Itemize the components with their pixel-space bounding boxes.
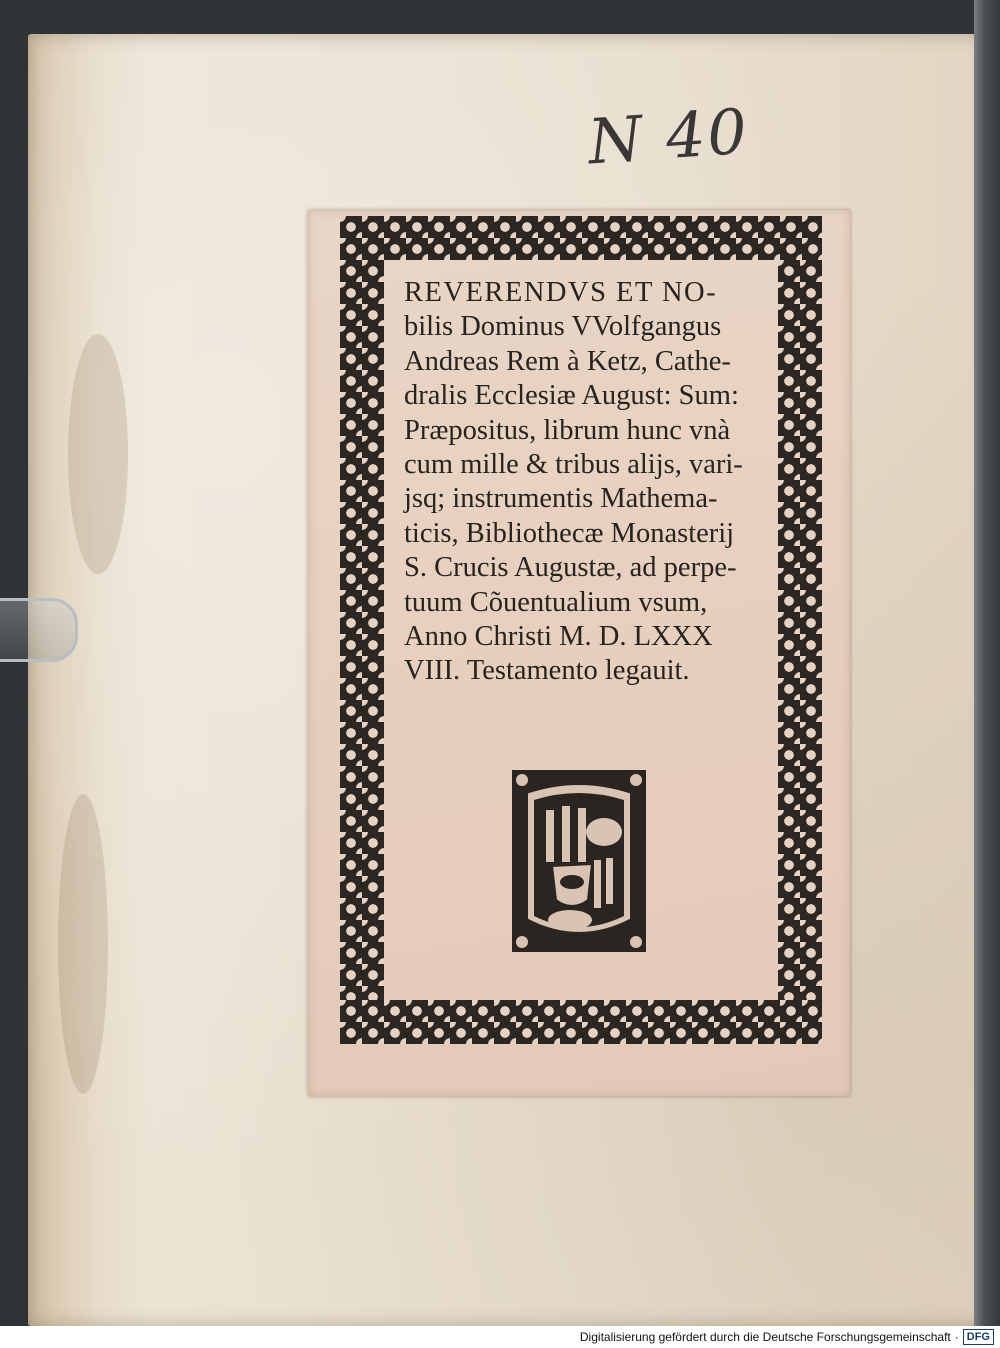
page-stain bbox=[58, 794, 108, 1094]
coat-of-arms-icon bbox=[512, 770, 646, 952]
inscription-line: jsq; instrumentis Mathema- bbox=[404, 483, 718, 515]
inscription-line: dralis Ecclesiæ August: Sum: bbox=[404, 380, 739, 412]
bookplate bbox=[308, 210, 850, 1096]
inscription-line: Præpositus, librum hunc vnà bbox=[404, 414, 731, 446]
ornamental-border-left bbox=[340, 260, 384, 1000]
clasp-icon bbox=[0, 598, 78, 662]
ornamental-border-bottom bbox=[340, 1000, 822, 1044]
inscription-line: cum mille & tribus alijs, vari- bbox=[404, 449, 743, 481]
inscription-line: VIII. Testamento legauit. bbox=[404, 655, 690, 687]
inscription-line: Andreas Rem à Ketz, Cathe- bbox=[404, 345, 731, 377]
ornamental-border-right bbox=[778, 260, 822, 1000]
page-stain bbox=[68, 334, 128, 574]
bookplate-inscription bbox=[404, 276, 766, 689]
handwritten-shelf-mark: N 40 bbox=[585, 94, 752, 179]
inscription-line: Anno Christi M. D. LXXX bbox=[404, 621, 713, 653]
footer-credit-bar bbox=[0, 1326, 1000, 1348]
inscription-line: REVERENDVS ET NO- bbox=[404, 277, 718, 308]
footer-credit-text: Digitalisierung gefördert durch die Deutsche Forschungsgemeinschaft bbox=[579, 1330, 951, 1344]
dfg-logo-icon: DFG bbox=[963, 1329, 994, 1345]
inscription-line: ticis, Bibliothecæ Monasterij bbox=[404, 517, 735, 549]
inscription-line: S. Crucis Augustæ, ad perpe- bbox=[404, 552, 737, 584]
vellum-page bbox=[28, 34, 1000, 1326]
inscription-line: tuum Cõuentualium vsum, bbox=[404, 586, 708, 618]
book-board-edge bbox=[974, 0, 1000, 1330]
footer-separator: · bbox=[954, 1330, 959, 1344]
inscription-line: bilis Dominus VVolfgangus bbox=[404, 311, 722, 343]
ornamental-border-top bbox=[340, 216, 822, 260]
